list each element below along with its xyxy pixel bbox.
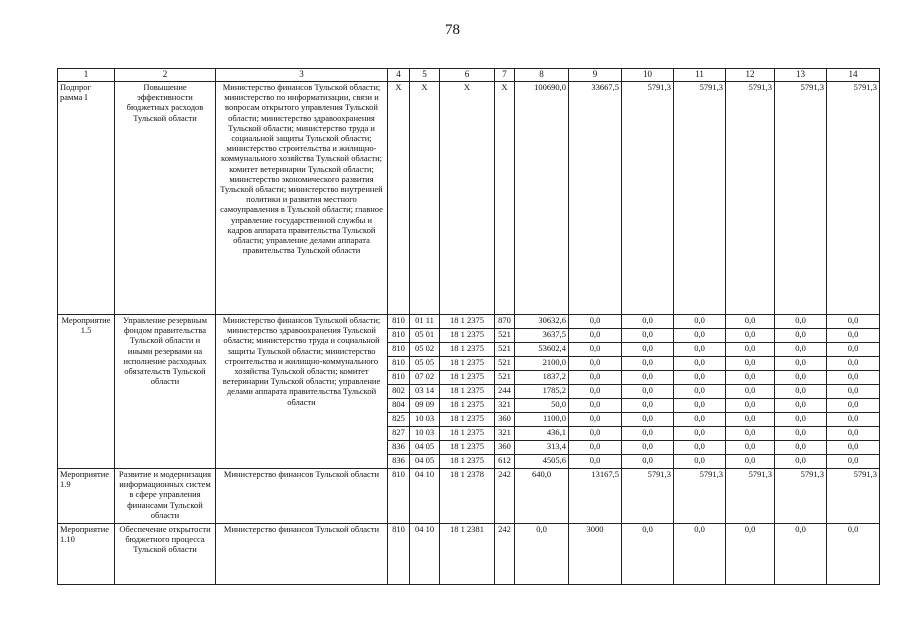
value-cell: 0,0 bbox=[622, 427, 674, 441]
value-cell: 0,0 bbox=[726, 441, 775, 455]
budget-table bbox=[57, 68, 880, 585]
value-cell: 0,0 bbox=[515, 524, 569, 585]
header-row bbox=[58, 69, 880, 82]
header-cell: 2 bbox=[115, 69, 216, 82]
rzpr-cell: 05 02 bbox=[410, 343, 440, 357]
rzpr-cell: 05 01 bbox=[410, 329, 440, 343]
value-cell: 33667,5 bbox=[569, 82, 622, 315]
value-cell: 0,0 bbox=[622, 315, 674, 329]
grbs-cell: 810 bbox=[388, 371, 410, 385]
row-executors: Министерство финансов Тульской области bbox=[216, 469, 388, 524]
value-cell: 0,0 bbox=[569, 427, 622, 441]
value-cell: 1100,0 bbox=[515, 413, 569, 427]
value-cell: 0,0 bbox=[622, 329, 674, 343]
vr-cell: 321 bbox=[495, 427, 515, 441]
header-cell: 12 bbox=[726, 69, 775, 82]
row-title: Управление резервным фондом правительства Тульской области и иными резервами на исполнение расходных обязательств Тульской области bbox=[115, 315, 216, 469]
header-cell: 6 bbox=[440, 69, 495, 82]
value-cell: 0,0 bbox=[775, 315, 827, 329]
rzpr-cell: 10 03 bbox=[410, 427, 440, 441]
grbs-cell: 804 bbox=[388, 399, 410, 413]
row-title: Обеспечение открытости бюджетного процесса Тульской области bbox=[115, 524, 216, 585]
grbs-cell: 810 bbox=[388, 315, 410, 329]
csr-cell: 18 1 2375 bbox=[440, 427, 495, 441]
rzpr-cell: 09 09 bbox=[410, 399, 440, 413]
rzpr-cell: 10 03 bbox=[410, 413, 440, 427]
value-cell: 0,0 bbox=[827, 441, 880, 455]
value-cell: 1785,2 bbox=[515, 385, 569, 399]
row-executors: Министерство финансов Тульской области bbox=[216, 524, 388, 585]
value-cell: 0,0 bbox=[775, 524, 827, 585]
csr-cell: 18 1 2381 bbox=[440, 524, 495, 585]
grbs-cell: 802 bbox=[388, 385, 410, 399]
value-cell: 0,0 bbox=[827, 385, 880, 399]
value-cell: 0,0 bbox=[775, 343, 827, 357]
value-cell: 0,0 bbox=[827, 329, 880, 343]
value-cell: 0,0 bbox=[726, 315, 775, 329]
header-cell: 9 bbox=[569, 69, 622, 82]
csr-cell: X bbox=[440, 82, 495, 315]
value-cell: 0,0 bbox=[622, 524, 674, 585]
vr-cell: 242 bbox=[495, 524, 515, 585]
value-cell: 0,0 bbox=[827, 315, 880, 329]
value-cell: 0,0 bbox=[569, 315, 622, 329]
row-executors: Министерство финансов Тульской области; министерство по информатизации, связи и вопросам открытого управления Тульской области; министерство здравоохранения Тульской области; министерство труда и социальной защиты Тульской области; министерство строительства и жилищно-коммунального хозяйства Тульской области; комитет ветеринарии Тульской области; министерство экономического развития Тульской области; министерство внутренней политики и развития местного самоуправления в Тульской области; главное управление государственной службы и кадров аппарата правительства Тульской области; управление делами аппарата правительства Тульской области bbox=[216, 82, 388, 315]
value-cell: 0,0 bbox=[622, 399, 674, 413]
value-cell: 0,0 bbox=[674, 413, 726, 427]
value-cell: 313,4 bbox=[515, 441, 569, 455]
value-cell: 5791,3 bbox=[622, 82, 674, 315]
measure-1-5-row bbox=[58, 315, 880, 329]
value-cell: 0,0 bbox=[622, 371, 674, 385]
value-cell: 0,0 bbox=[674, 427, 726, 441]
value-cell: 0,0 bbox=[569, 329, 622, 343]
vr-cell: 521 bbox=[495, 371, 515, 385]
value-cell: 0,0 bbox=[827, 413, 880, 427]
value-cell: 0,0 bbox=[726, 371, 775, 385]
rzpr-cell: 07 02 bbox=[410, 371, 440, 385]
header-cell: 4 bbox=[388, 69, 410, 82]
csr-cell: 18 1 2375 bbox=[440, 385, 495, 399]
value-cell: 0,0 bbox=[674, 343, 726, 357]
csr-cell: 18 1 2375 bbox=[440, 441, 495, 455]
value-cell: 5791,3 bbox=[622, 469, 674, 524]
value-cell: 0,0 bbox=[674, 315, 726, 329]
csr-cell: 18 1 2378 bbox=[440, 469, 495, 524]
header-cell: 5 bbox=[410, 69, 440, 82]
row-code: Подпрог рамма I bbox=[58, 82, 115, 315]
table-body bbox=[58, 69, 880, 585]
value-cell: 0,0 bbox=[569, 455, 622, 469]
value-cell: 0,0 bbox=[775, 427, 827, 441]
measure-1-9-row bbox=[58, 469, 880, 524]
value-cell: 0,0 bbox=[569, 371, 622, 385]
value-cell: 0,0 bbox=[726, 524, 775, 585]
value-cell: 0,0 bbox=[622, 441, 674, 455]
value-cell: 0,0 bbox=[827, 455, 880, 469]
value-cell: 0,0 bbox=[674, 399, 726, 413]
csr-cell: 18 1 2375 bbox=[440, 399, 495, 413]
value-cell: 5791,3 bbox=[674, 82, 726, 315]
value-cell: 0,0 bbox=[726, 329, 775, 343]
rzpr-cell: 03 14 bbox=[410, 385, 440, 399]
value-cell: 5791,3 bbox=[674, 469, 726, 524]
value-cell: 0,0 bbox=[827, 427, 880, 441]
vr-cell: 612 bbox=[495, 455, 515, 469]
csr-cell: 18 1 2375 bbox=[440, 315, 495, 329]
vr-cell: 360 bbox=[495, 413, 515, 427]
value-cell: 100690,0 bbox=[515, 82, 569, 315]
rzpr-cell: 05 05 bbox=[410, 357, 440, 371]
value-cell: 0,0 bbox=[569, 357, 622, 371]
vr-cell: X bbox=[495, 82, 515, 315]
value-cell: 0,0 bbox=[569, 399, 622, 413]
grbs-cell: 810 bbox=[388, 524, 410, 585]
value-cell: 0,0 bbox=[622, 385, 674, 399]
value-cell: 0,0 bbox=[674, 385, 726, 399]
value-cell: 0,0 bbox=[726, 413, 775, 427]
vr-cell: 242 bbox=[495, 469, 515, 524]
grbs-cell: 810 bbox=[388, 343, 410, 357]
header-cell: 11 bbox=[674, 69, 726, 82]
row-code: Мероприятие 1.5 bbox=[58, 315, 115, 469]
row-title: Развитие и модернизация информационных систем в сфере управления финансами Тульской области bbox=[115, 469, 216, 524]
value-cell: 0,0 bbox=[674, 329, 726, 343]
value-cell: 0,0 bbox=[775, 371, 827, 385]
rzpr-cell: X bbox=[410, 82, 440, 315]
value-cell: 13167,5 bbox=[569, 469, 622, 524]
value-cell: 0,0 bbox=[674, 357, 726, 371]
value-cell: 0,0 bbox=[726, 455, 775, 469]
value-cell: 0,0 bbox=[726, 343, 775, 357]
value-cell: 50,0 bbox=[515, 399, 569, 413]
value-cell: 1837,2 bbox=[515, 371, 569, 385]
header-cell: 3 bbox=[216, 69, 388, 82]
value-cell: 5791,3 bbox=[775, 82, 827, 315]
value-cell: 0,0 bbox=[569, 441, 622, 455]
value-cell: 0,0 bbox=[569, 413, 622, 427]
header-cell: 10 bbox=[622, 69, 674, 82]
header-cell: 13 bbox=[775, 69, 827, 82]
value-cell: 3000 bbox=[569, 524, 622, 585]
subprogram-row bbox=[58, 82, 880, 315]
row-title: Повышение эффективности бюджетных расходов Тульской области bbox=[115, 82, 216, 315]
grbs-cell: 810 bbox=[388, 469, 410, 524]
value-cell: 4505,6 bbox=[515, 455, 569, 469]
csr-cell: 18 1 2375 bbox=[440, 371, 495, 385]
value-cell: 0,0 bbox=[674, 441, 726, 455]
vr-cell: 521 bbox=[495, 357, 515, 371]
value-cell: 30632,6 bbox=[515, 315, 569, 329]
value-cell: 0,0 bbox=[622, 455, 674, 469]
value-cell: 0,0 bbox=[569, 343, 622, 357]
vr-cell: 521 bbox=[495, 329, 515, 343]
value-cell: 640,0 bbox=[515, 469, 569, 524]
value-cell: 0,0 bbox=[775, 399, 827, 413]
value-cell: 0,0 bbox=[827, 399, 880, 413]
value-cell: 0,0 bbox=[622, 413, 674, 427]
grbs-cell: 836 bbox=[388, 455, 410, 469]
value-cell: 0,0 bbox=[726, 399, 775, 413]
value-cell: 3637,5 bbox=[515, 329, 569, 343]
value-cell: 53602,4 bbox=[515, 343, 569, 357]
value-cell: 0,0 bbox=[674, 371, 726, 385]
value-cell: 2100,0 bbox=[515, 357, 569, 371]
value-cell: 0,0 bbox=[775, 385, 827, 399]
value-cell: 5791,3 bbox=[827, 82, 880, 315]
csr-cell: 18 1 2375 bbox=[440, 329, 495, 343]
value-cell: 0,0 bbox=[726, 427, 775, 441]
value-cell: 0,0 bbox=[775, 413, 827, 427]
measure-1-10-row bbox=[58, 524, 880, 585]
csr-cell: 18 1 2375 bbox=[440, 343, 495, 357]
csr-cell: 18 1 2375 bbox=[440, 357, 495, 371]
vr-cell: 870 bbox=[495, 315, 515, 329]
grbs-cell: 810 bbox=[388, 329, 410, 343]
page-number: 78 bbox=[445, 22, 460, 38]
value-cell: 436,1 bbox=[515, 427, 569, 441]
value-cell: 0,0 bbox=[827, 343, 880, 357]
grbs-cell: 836 bbox=[388, 441, 410, 455]
row-executors: Министерство финансов Тульской области; министерство здравоохранения Тульской области; министерство труда и социальной защиты Тульской области; министерство строительства и жилищно-коммунального хозяйства Тульской области; комитет ветеринарии Тульской области; управление делами аппарата правительства Тульской области bbox=[216, 315, 388, 469]
rzpr-cell: 04 10 bbox=[410, 524, 440, 585]
header-cell: 1 bbox=[58, 69, 115, 82]
value-cell: 0,0 bbox=[622, 357, 674, 371]
value-cell: 5791,3 bbox=[775, 469, 827, 524]
value-cell: 5791,3 bbox=[726, 469, 775, 524]
header-cell: 14 bbox=[827, 69, 880, 82]
rzpr-cell: 01 11 bbox=[410, 315, 440, 329]
grbs-cell: 810 bbox=[388, 357, 410, 371]
value-cell: 0,0 bbox=[674, 524, 726, 585]
vr-cell: 360 bbox=[495, 441, 515, 455]
value-cell: 0,0 bbox=[827, 524, 880, 585]
header-cell: 8 bbox=[515, 69, 569, 82]
grbs-cell: X bbox=[388, 82, 410, 315]
value-cell: 0,0 bbox=[775, 329, 827, 343]
vr-cell: 521 bbox=[495, 343, 515, 357]
rzpr-cell: 04 05 bbox=[410, 455, 440, 469]
value-cell: 0,0 bbox=[827, 357, 880, 371]
value-cell: 0,0 bbox=[622, 343, 674, 357]
vr-cell: 244 bbox=[495, 385, 515, 399]
value-cell: 0,0 bbox=[827, 371, 880, 385]
value-cell: 0,0 bbox=[674, 455, 726, 469]
value-cell: 0,0 bbox=[726, 385, 775, 399]
csr-cell: 18 1 2375 bbox=[440, 455, 495, 469]
value-cell: 0,0 bbox=[775, 455, 827, 469]
value-cell: 0,0 bbox=[775, 441, 827, 455]
rzpr-cell: 04 10 bbox=[410, 469, 440, 524]
row-code: Мероприятие 1.9 bbox=[58, 469, 115, 524]
row-code: Мероприятие 1.10 bbox=[58, 524, 115, 585]
value-cell: 5791,3 bbox=[827, 469, 880, 524]
value-cell: 0,0 bbox=[726, 357, 775, 371]
grbs-cell: 825 bbox=[388, 413, 410, 427]
header-cell: 7 bbox=[495, 69, 515, 82]
csr-cell: 18 1 2375 bbox=[440, 413, 495, 427]
vr-cell: 321 bbox=[495, 399, 515, 413]
value-cell: 5791,3 bbox=[726, 82, 775, 315]
rzpr-cell: 04 05 bbox=[410, 441, 440, 455]
value-cell: 0,0 bbox=[775, 357, 827, 371]
value-cell: 0,0 bbox=[569, 385, 622, 399]
grbs-cell: 827 bbox=[388, 427, 410, 441]
